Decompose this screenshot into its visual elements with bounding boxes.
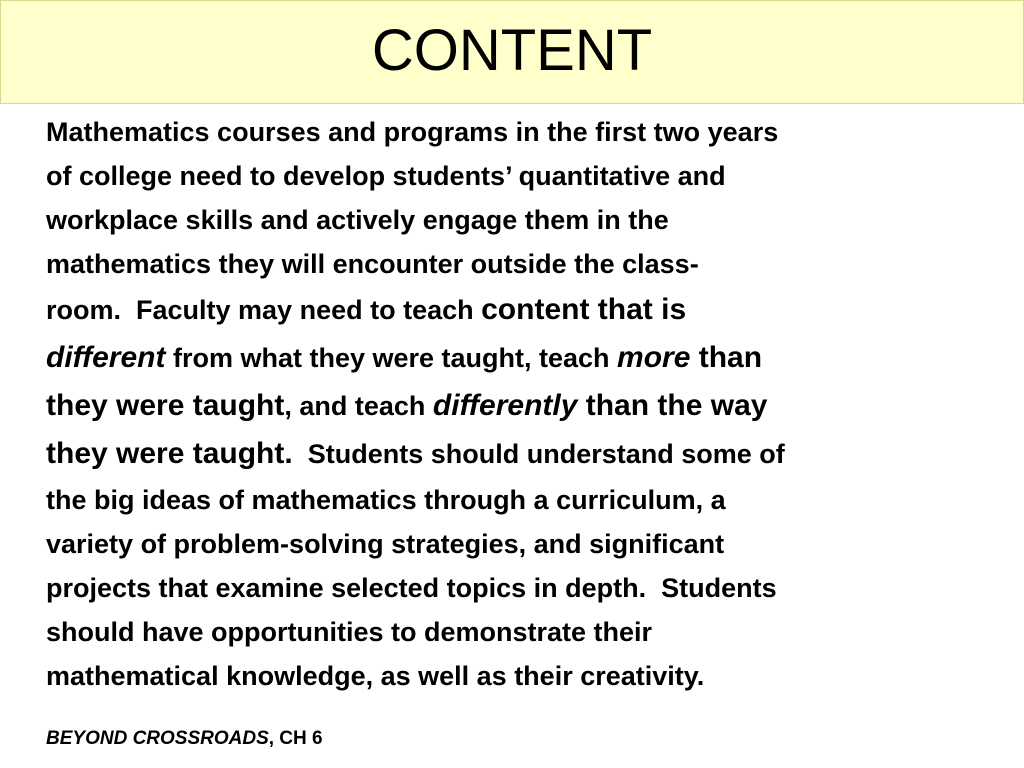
body-text: projects that examine selected topics in depth. Students [46, 573, 777, 603]
body-line [46, 110, 976, 154]
body-line [46, 286, 976, 334]
body-text: workplace skills and actively engage them in the [46, 205, 669, 235]
body-text: should have opportunities to demonstrate their [46, 617, 653, 647]
body-line [46, 566, 976, 610]
citation-source: BEYOND CROSSROADS [46, 728, 269, 749]
body-line [46, 334, 976, 382]
citation [46, 726, 323, 752]
emphasis-different: different [46, 341, 166, 374]
body-line [46, 242, 976, 286]
body-line [46, 654, 976, 698]
body-text: than the way [577, 389, 768, 422]
citation-chapter: , CH 6 [268, 728, 323, 749]
body-text: , and teach [284, 391, 433, 421]
body-text: of college need to develop students’ quantitative and [46, 161, 726, 191]
emphasis-more: more [617, 341, 691, 374]
body-text: room. Faculty may need to teach [46, 295, 482, 325]
body-line [46, 610, 976, 654]
body-line [46, 382, 976, 430]
body-line [46, 478, 976, 522]
body-line [46, 430, 976, 478]
body-text: Students should understand some of [292, 439, 785, 469]
body-text: Mathematics courses and programs in the first two years [46, 117, 779, 147]
body-line [46, 198, 976, 242]
emphasis-taught: they were taught [46, 389, 285, 422]
body-paragraph [46, 110, 976, 698]
emphasis-taught: they were taught. [46, 437, 293, 470]
body-text: from what they were taught, teach [165, 343, 618, 373]
body-line [46, 154, 976, 198]
emphasis-differently: differently [432, 389, 578, 422]
body-text: the big ideas of mathematics through a curriculum, a [46, 485, 726, 515]
slide-title: CONTENT [371, 18, 653, 83]
body-text: variety of problem-solving strategies, and significant [46, 529, 725, 559]
body-text: mathematics they will encounter outside the class- [46, 249, 699, 279]
body-text: mathematical knowledge, as well as their creativity. [46, 661, 705, 691]
body-line [46, 522, 976, 566]
emphasis-content: content that is [481, 293, 687, 326]
body-text: than [690, 341, 763, 374]
